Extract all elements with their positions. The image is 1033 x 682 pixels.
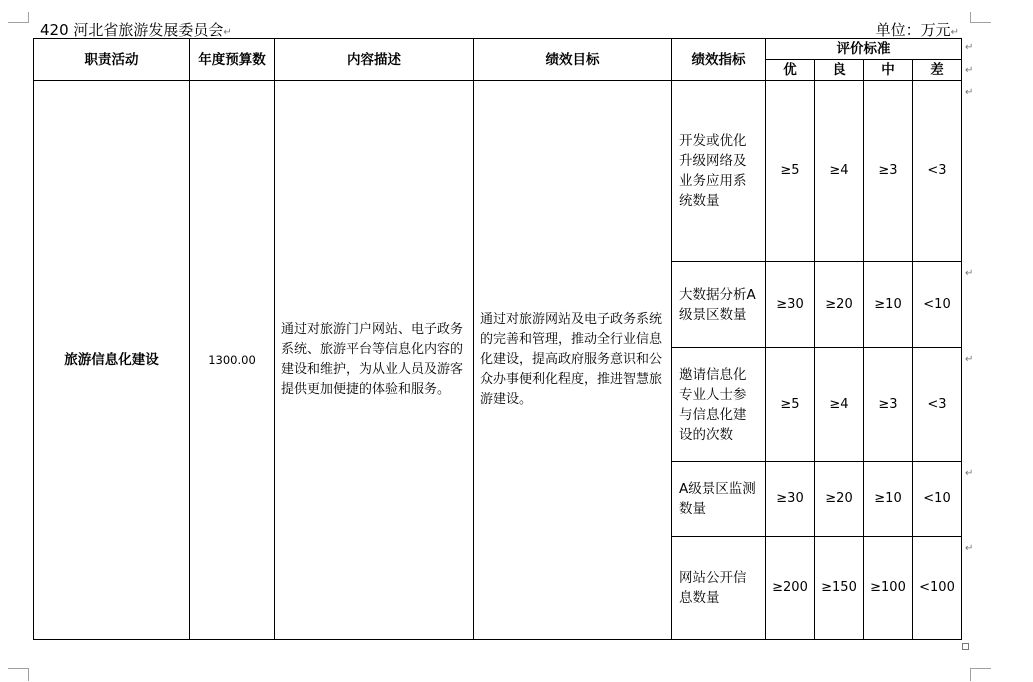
crop-mark-top-left	[8, 12, 29, 23]
poor-cell: <10	[913, 262, 962, 348]
excellent-cell: ≥200	[766, 537, 815, 640]
poor-cell: <10	[913, 462, 962, 537]
row-end-mark-icon: ↵	[965, 354, 974, 365]
goal-cell: 通过对旅游网站及电子政务系统的完善和管理，推动全行业信息化建设，提高政府服务意识和公众办事便利化程度，推进智慧旅游建设。	[474, 81, 672, 640]
poor-cell: <3	[913, 81, 962, 262]
row-end-mark-icon: ↵	[965, 65, 974, 76]
indicator-cell: 邀请信息化专业人士参与信息化建设的次数	[672, 348, 766, 462]
row-end-mark-icon: ↵	[965, 42, 974, 53]
paragraph-mark-icon: ↵	[950, 27, 959, 38]
row-end-mark-icon: ↵	[965, 268, 974, 279]
excellent-cell: ≥30	[766, 262, 815, 348]
header-poor: 差	[913, 60, 962, 81]
crop-mark-bottom-right	[970, 668, 991, 681]
indicator-cell: 网站公开信息数量	[672, 537, 766, 640]
row-end-mark-icon: ↵	[965, 543, 974, 554]
table-row	[34, 81, 962, 262]
table-end-marker	[962, 643, 969, 650]
budget-cell: 1300.00	[190, 81, 275, 640]
indicator-cell: 开发或优化升级网络及业务应用系统数量	[672, 81, 766, 262]
row-end-mark-icon: ↵	[965, 87, 974, 98]
medium-cell: ≥100	[864, 537, 913, 640]
crop-mark-bottom-left	[8, 668, 29, 681]
medium-cell: ≥10	[864, 462, 913, 537]
header-description: 内容描述	[275, 39, 474, 81]
paragraph-mark-icon: ↵	[223, 27, 232, 38]
indicator-cell: 大数据分析A级景区数量	[672, 262, 766, 348]
crop-mark-top-right	[970, 12, 991, 23]
header-good: 良	[815, 60, 864, 81]
good-cell: ≥4	[815, 81, 864, 262]
excellent-cell: ≥5	[766, 81, 815, 262]
excellent-cell: ≥30	[766, 462, 815, 537]
indicator-cell: A级景区监测数量	[672, 462, 766, 537]
document-title	[40, 19, 232, 40]
row-end-mark-icon: ↵	[965, 468, 974, 479]
good-cell: ≥4	[815, 348, 864, 462]
activity-cell: 旅游信息化建设	[34, 81, 190, 640]
header-activity: 职责活动	[34, 39, 190, 81]
document-title-text: 420 河北省旅游发展委员会	[40, 21, 224, 39]
header-medium: 中	[864, 60, 913, 81]
description-cell: 通过对旅游门户网站、电子政务系统、旅游平台等信息化内容的建设和维护，为从业人员及游客提供更加便捷的体验和服务。	[275, 81, 474, 640]
budget-performance-table	[33, 38, 962, 640]
good-cell: ≥20	[815, 462, 864, 537]
unit-label-text: 单位：万元	[875, 21, 951, 39]
medium-cell: ≥3	[864, 81, 913, 262]
poor-cell: <3	[913, 348, 962, 462]
medium-cell: ≥10	[864, 262, 913, 348]
header-standard: 评价标准	[766, 39, 962, 60]
poor-cell: <100	[913, 537, 962, 640]
good-cell: ≥150	[815, 537, 864, 640]
medium-cell: ≥3	[864, 348, 913, 462]
header-budget: 年度预算数	[190, 39, 275, 81]
excellent-cell: ≥5	[766, 348, 815, 462]
header-indicator: 绩效指标	[672, 39, 766, 81]
good-cell: ≥20	[815, 262, 864, 348]
header-excellent: 优	[766, 60, 815, 81]
unit-label	[876, 19, 959, 40]
header-goal: 绩效目标	[474, 39, 672, 81]
